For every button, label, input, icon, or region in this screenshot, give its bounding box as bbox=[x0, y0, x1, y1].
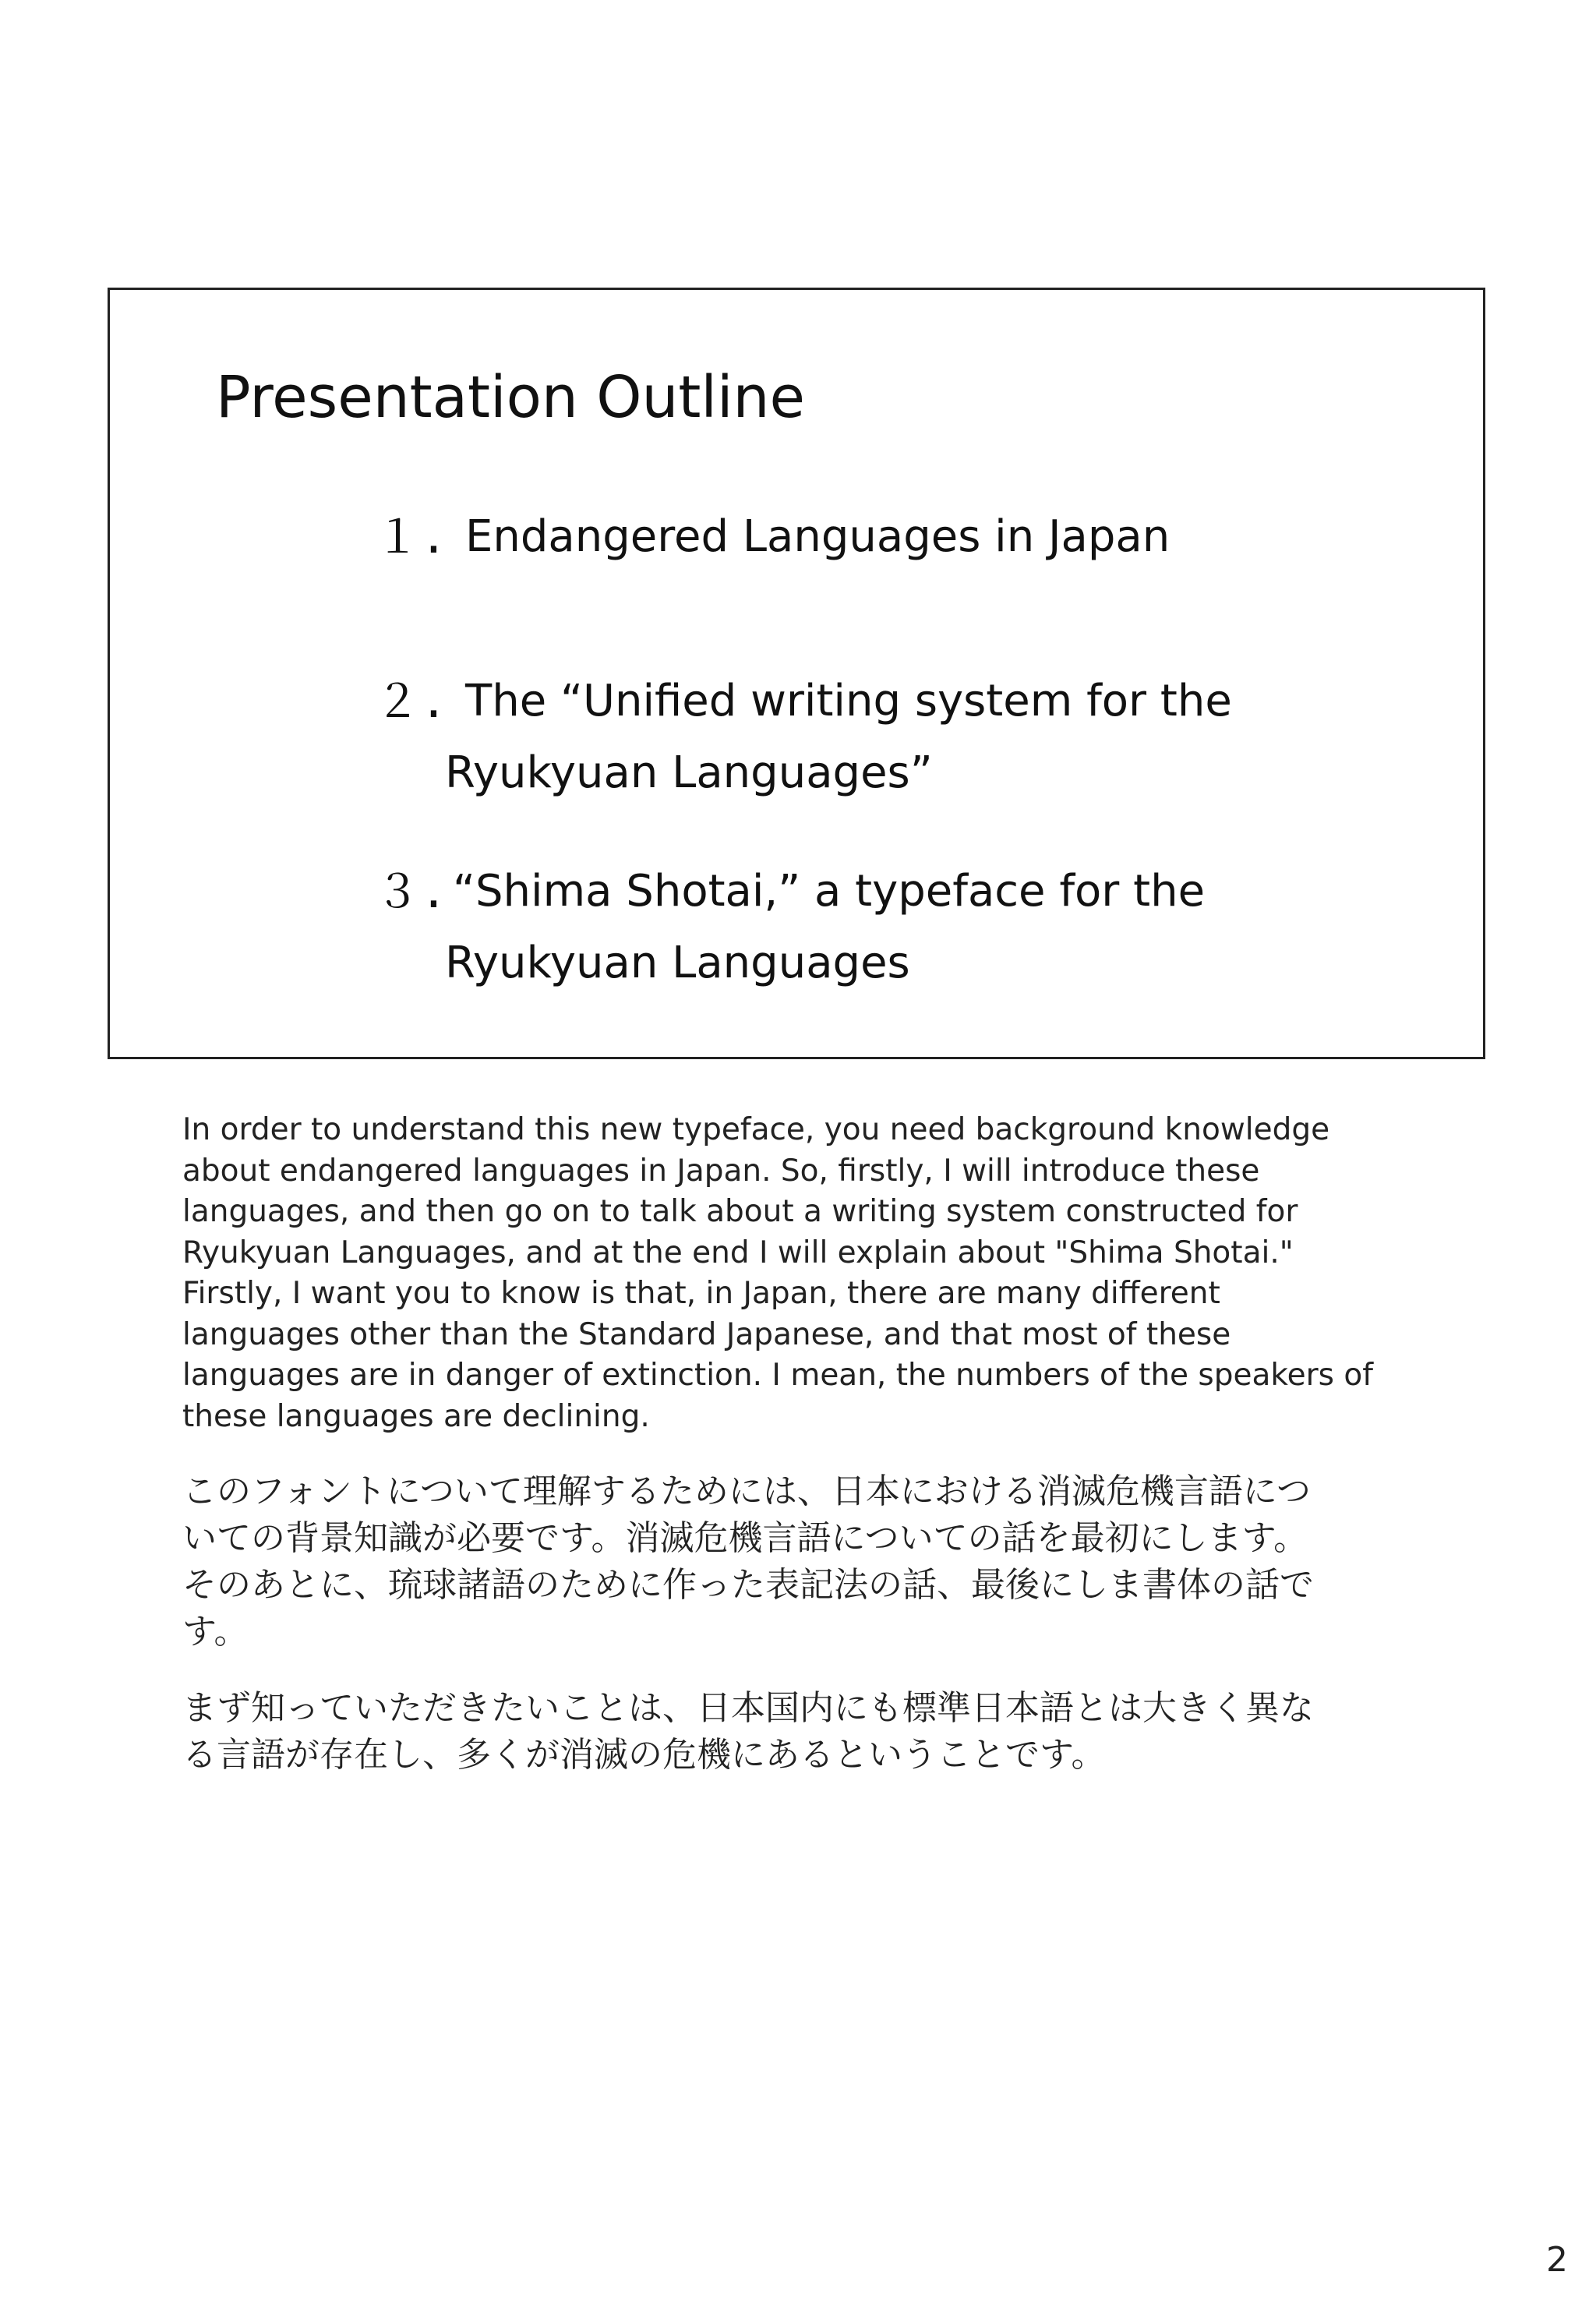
outline-item-number: ２. bbox=[375, 675, 447, 728]
speaker-notes-japanese-1: このフォントについて理解するためには、日本における消滅危機言語につ いての背景知識が必要です。消滅危機言語についての話を最初にします。 そのあとに、琉球諸語のために作った表記法の話、最後にしま書体の話で す。 bbox=[182, 1472, 1314, 1652]
outline-item-text: “Shima Shotai,” a typeface for the bbox=[453, 866, 1206, 917]
outline-item-text: Endangered Languages in Japan bbox=[465, 511, 1171, 562]
slide-frame bbox=[108, 288, 1485, 1059]
outline-item-text: The “Unified writing system for the bbox=[465, 676, 1232, 726]
outline-item-number: ３. bbox=[375, 865, 447, 918]
outline-item-number: １. bbox=[375, 511, 447, 564]
slide-title: Presentation Outline bbox=[216, 364, 805, 431]
speaker-notes-japanese-2: まず知っていただきたいことは、日本国内にも標準日本語とは大きく異な る言語が存在し、多くが消滅の危機にあるということです。 bbox=[182, 1688, 1314, 1775]
speaker-notes-english: In order to understand this new typeface, you need background knowledge about endangered languages in Japan. So, firstly, I will introduce these languages, and then go on to talk about a writing system constructed for Ryukyuan Languages, and at the end I will explain about "Shima Shotai." Firstly, I want you to know is that, in Japan, there are many different languages other than the Standard Japanese, and that most of these languages are in danger of extinction. I mean, the numbers of the speakers of these languages are declining. bbox=[182, 1112, 1373, 1434]
page-number: 2 bbox=[1546, 2240, 1568, 2280]
outline-item-text-continued: Ryukyuan Languages” bbox=[445, 747, 933, 798]
outline-item-text-continued: Ryukyuan Languages bbox=[445, 938, 910, 988]
